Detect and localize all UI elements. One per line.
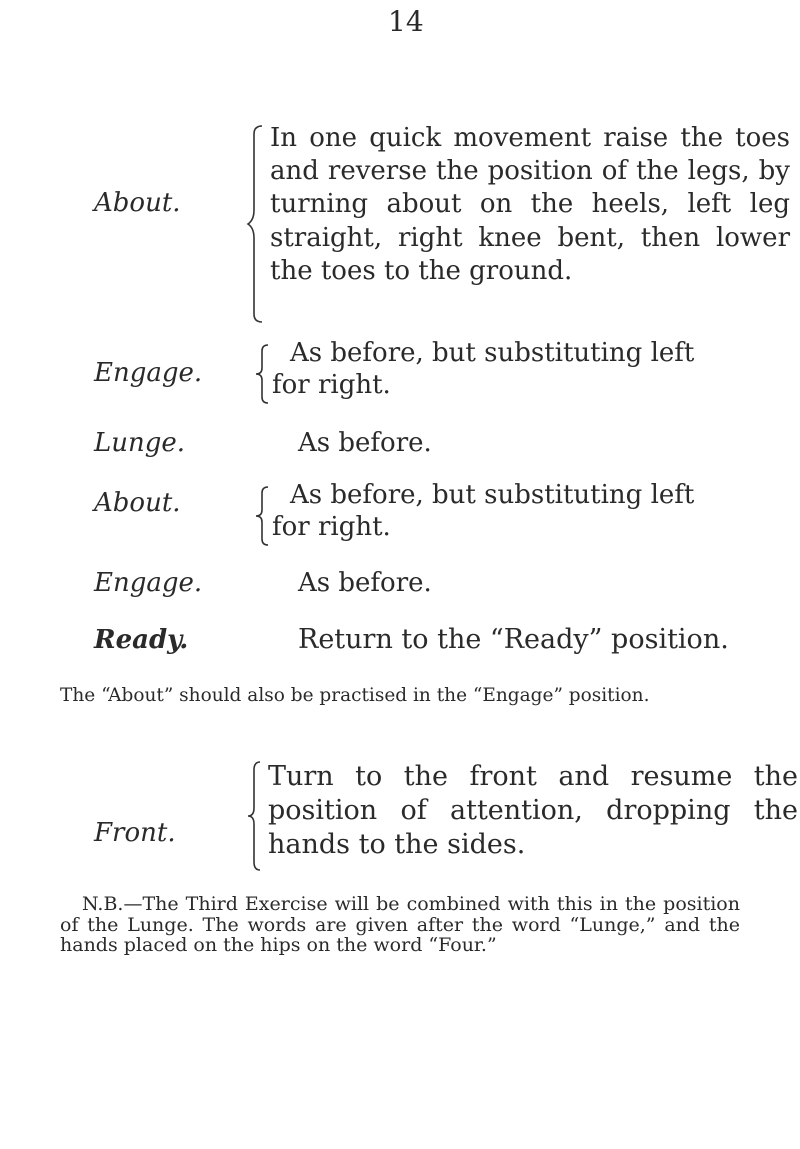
entry-text-front: Turn to the front and resume the position of attention, dropping the hands to the sides.	[268, 761, 798, 860]
left-brace-icon	[256, 485, 272, 547]
left-brace-icon	[248, 124, 268, 324]
entry-label-ready: Ready.	[94, 625, 189, 655]
entry-label-engage-2: Engage.	[94, 568, 203, 598]
entry-text-lunge: As before.	[298, 428, 432, 458]
entry-text-about-2-line2: for right.	[272, 512, 391, 542]
left-brace-icon	[248, 760, 264, 872]
entry-label-about-2: About.	[94, 488, 181, 518]
page-number: 14	[388, 5, 424, 38]
entry-label-engage: Engage.	[94, 358, 203, 388]
entry-label-lunge: Lunge.	[94, 428, 186, 458]
left-brace-icon	[256, 343, 272, 405]
entry-text-ready: Return to the “Ready” position.	[298, 624, 729, 655]
entry-text-engage-line1: As before, but substituting left	[290, 338, 695, 368]
note-paragraph: The “About” should also be practised in the “Engage” position.	[60, 685, 650, 706]
nb-paragraph: N.B.—The Third Exercise will be combined with this in the position of the Lunge. The words are given after the word “Lunge,” and the hands placed on the hips on the word “Four.”	[60, 893, 740, 956]
entry-text-engage-2: As before.	[298, 568, 432, 598]
entry-label-about: About.	[94, 188, 181, 218]
entry-text-about: In one quick movement raise the toes and reverse the position of the legs, by turning about on the heels, left leg straight, right knee bent, then lower the toes to the ground.	[270, 123, 790, 286]
entry-text-about-2-line1: As before, but substituting left	[290, 480, 695, 510]
entry-label-front: Front.	[94, 818, 176, 848]
entry-text-engage-line2: for right.	[272, 370, 391, 400]
